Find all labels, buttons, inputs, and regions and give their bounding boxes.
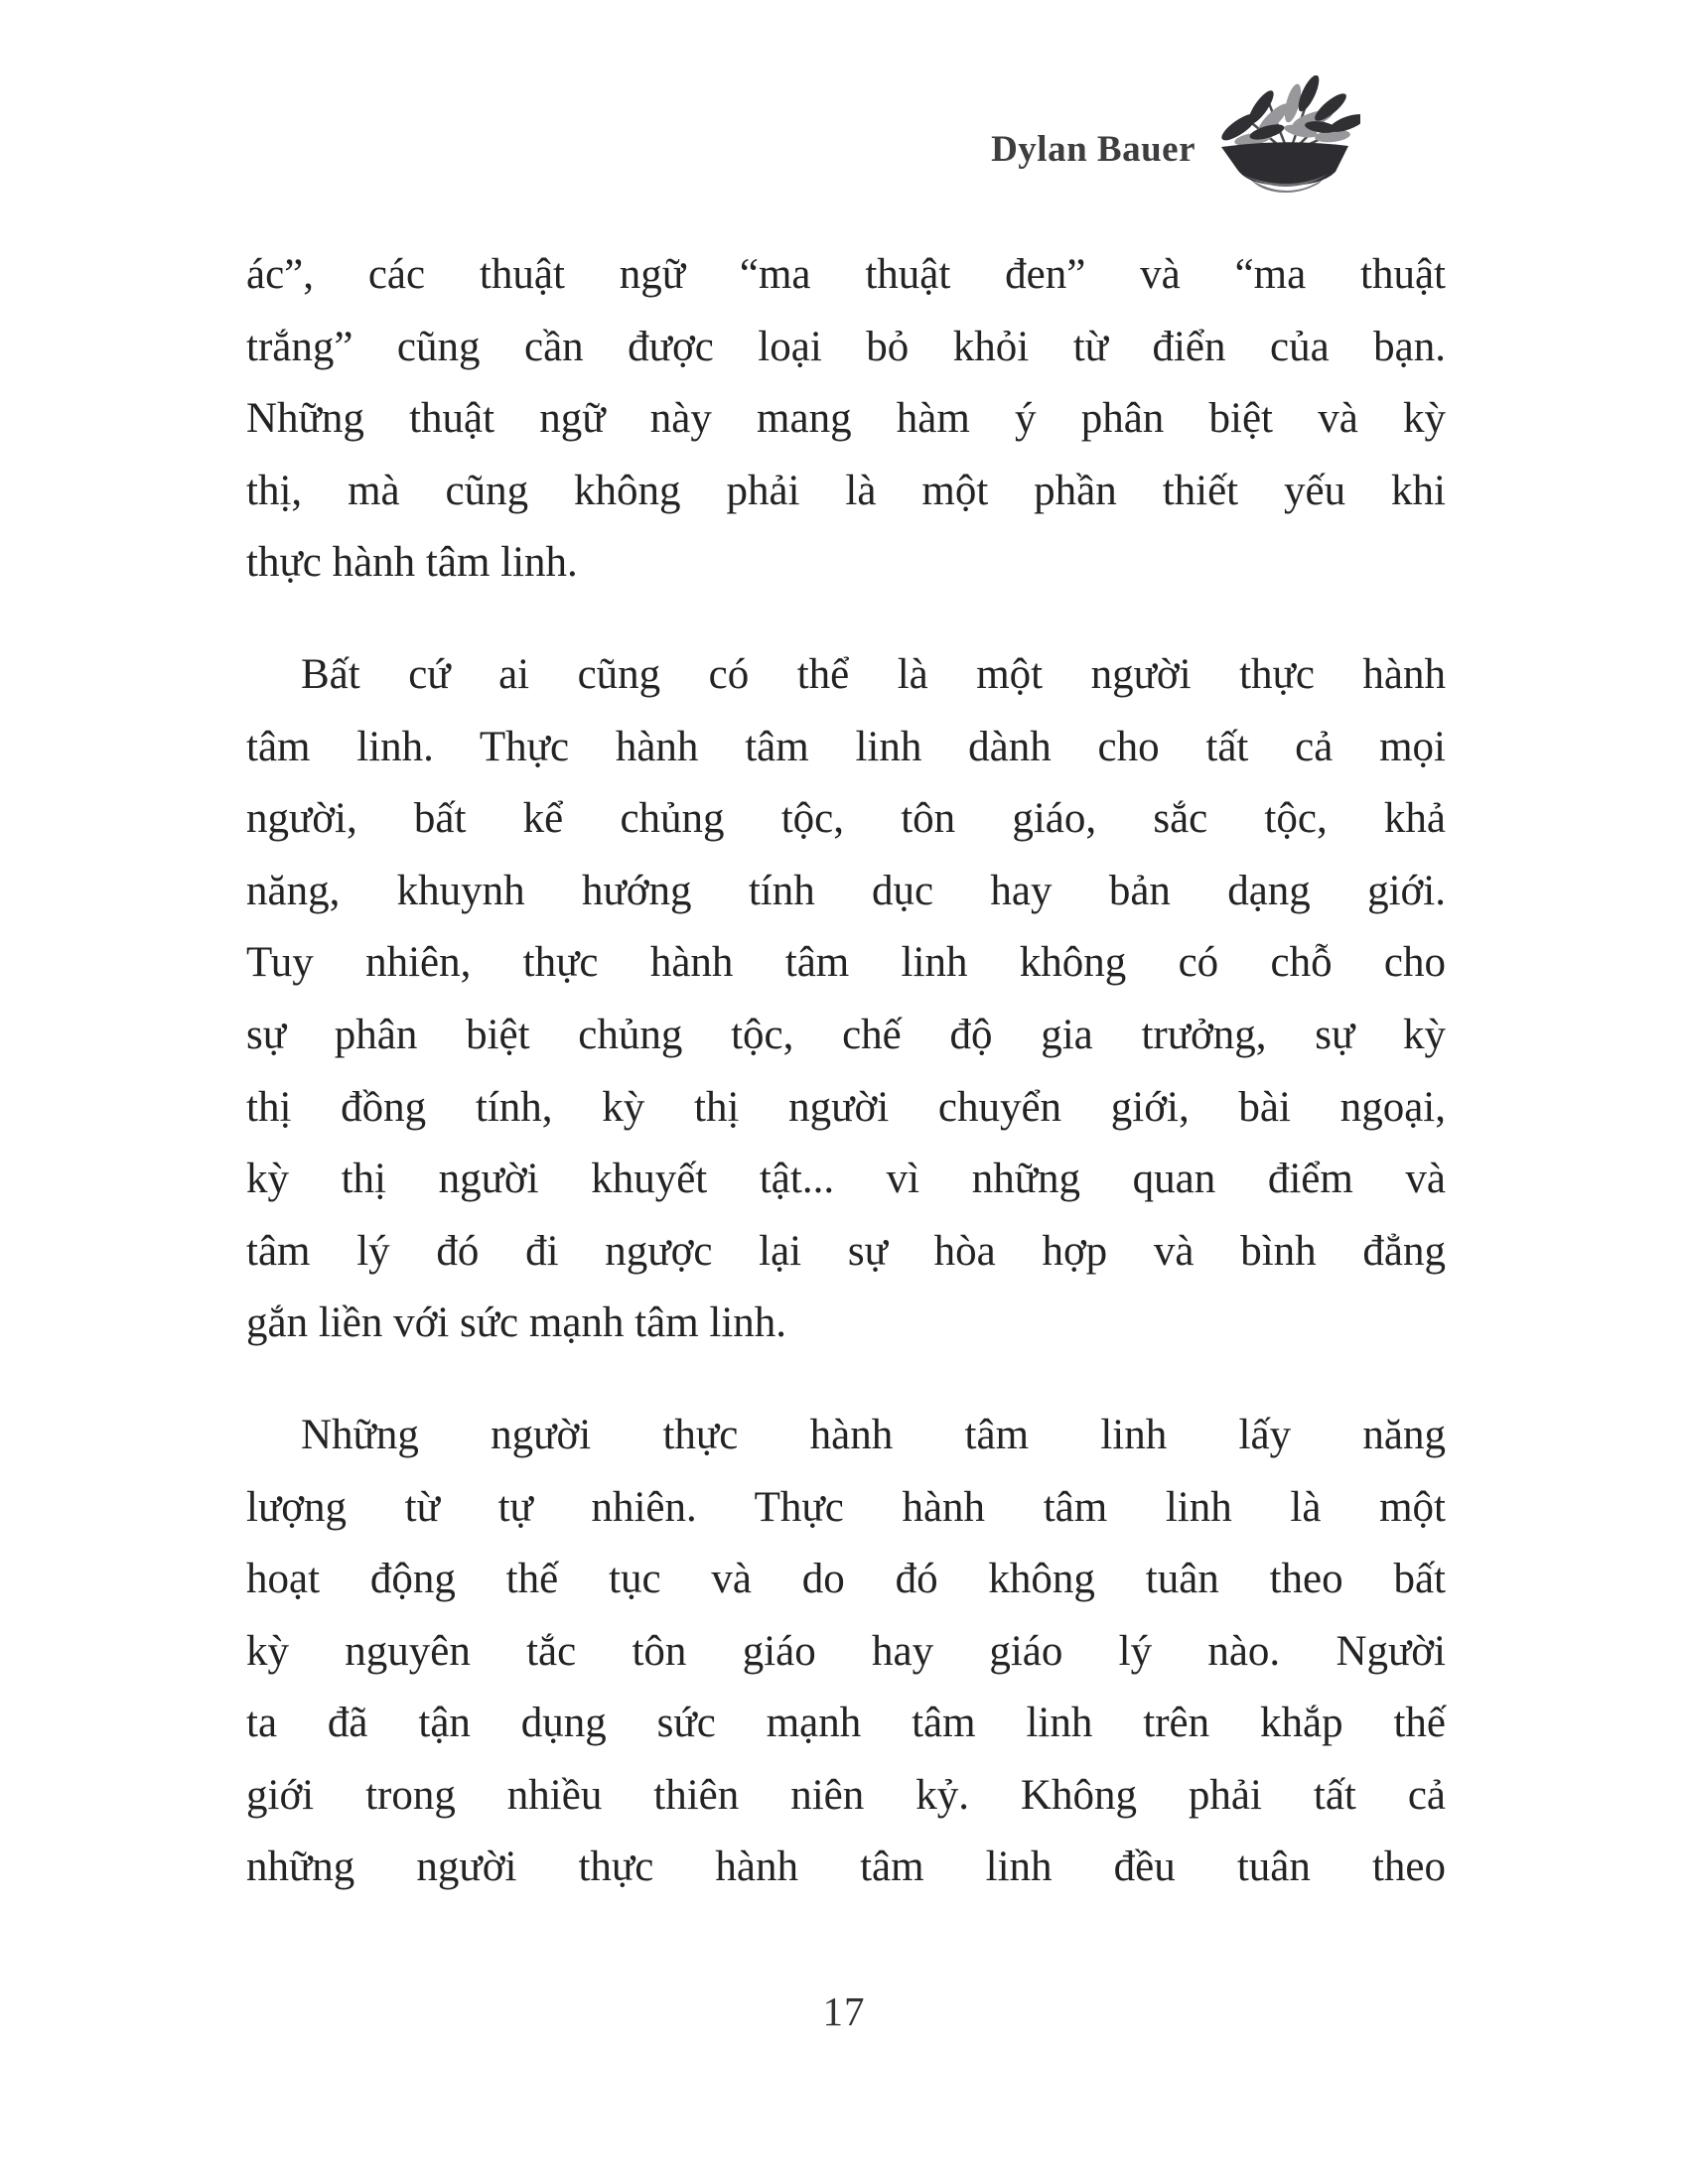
text-line: Những người thực hành tâm linh lấy năng bbox=[301, 1411, 1446, 1458]
text-line: kỳ nguyên tắc tôn giáo hay giáo lý nào. Người bbox=[246, 1627, 1446, 1675]
text-line: thị đồng tính, kỳ thị người chuyển giới, bài ngoại, bbox=[246, 1083, 1446, 1131]
paragraph-2 bbox=[246, 639, 1446, 1360]
text-line: tâm linh. Thực hành tâm linh dành cho tất cả mọi bbox=[246, 723, 1446, 770]
text-line: kỳ thị người khuyết tật... vì những quan điểm và bbox=[246, 1156, 1446, 1203]
text-line: thực hành tâm linh. bbox=[246, 539, 578, 587]
text-line: Tuy nhiên, thực hành tâm linh không có chỗ cho bbox=[246, 939, 1446, 987]
page-body bbox=[246, 239, 1446, 1904]
author-name: Dylan Bauer bbox=[991, 129, 1196, 170]
text-line: gắn liền với sức mạnh tâm linh. bbox=[246, 1299, 787, 1347]
text-line: ta đã tận dụng sức mạnh tâm linh trên khắp thế bbox=[246, 1700, 1446, 1747]
text-line: thị, mà cũng không phải là một phần thiết yếu khi bbox=[246, 467, 1446, 514]
text-line: năng, khuynh hướng tính dục hay bản dạng giới. bbox=[246, 867, 1446, 914]
text-line: giới trong nhiều thiên niên kỷ. Không phải tất cả bbox=[246, 1771, 1446, 1819]
text-line: người, bất kể chủng tộc, tôn giáo, sắc tộc, khả bbox=[246, 795, 1446, 843]
text-line: sự phân biệt chủng tộc, chế độ gia trưởng, sự kỳ bbox=[246, 1011, 1446, 1058]
page-number: 17 bbox=[822, 1988, 866, 2034]
text-line: lượng từ tự nhiên. Thực hành tâm linh là một bbox=[246, 1483, 1446, 1531]
text-line: ác”, các thuật ngữ “ma thuật đen” và “ma thuật bbox=[246, 251, 1446, 298]
text-line: Bất cứ ai cũng có thể là một người thực hành bbox=[301, 650, 1446, 698]
page-header bbox=[991, 75, 1360, 193]
leaf-bowl-icon bbox=[1209, 75, 1360, 193]
paragraph-3 bbox=[246, 1400, 1446, 1904]
text-line: hoạt động thế tục và do đó không tuân theo bất bbox=[246, 1556, 1446, 1603]
text-line: những người thực hành tâm linh đều tuân theo bbox=[246, 1843, 1446, 1891]
text-line: trắng” cũng cần được loại bỏ khỏi từ điển của bạn. bbox=[246, 323, 1446, 370]
paragraph-1 bbox=[246, 239, 1446, 600]
text-line: tâm lý đó đi ngược lại sự hòa hợp và bình đẳng bbox=[246, 1227, 1446, 1275]
text-line: Những thuật ngữ này mang hàm ý phân biệt và kỳ bbox=[246, 395, 1446, 443]
